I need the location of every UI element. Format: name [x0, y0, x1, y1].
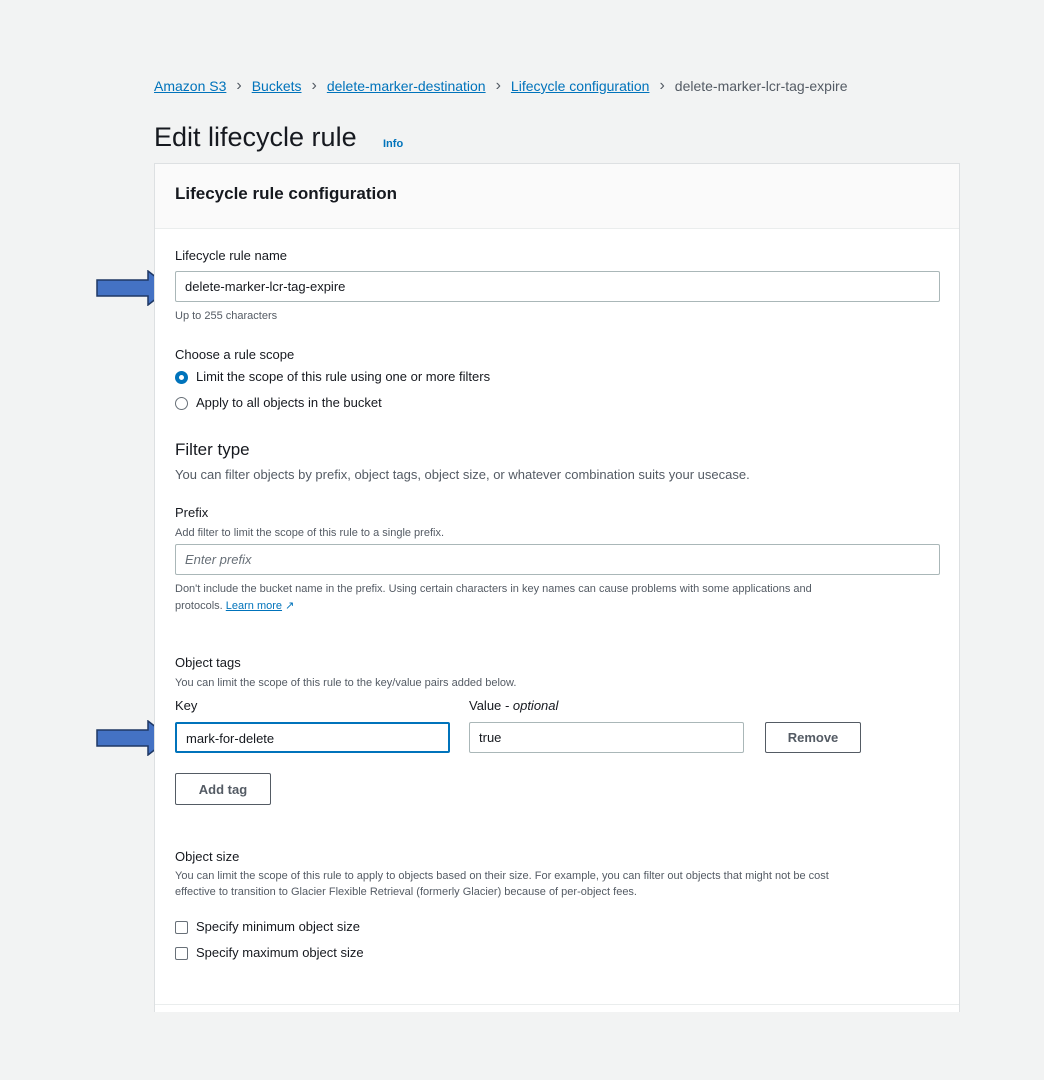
breadcrumb-lifecycle[interactable]: Lifecycle configuration [510, 78, 650, 94]
page-title: Edit lifecycle rule [154, 122, 357, 152]
breadcrumb-amazon-s3[interactable]: Amazon S3 [154, 78, 227, 94]
chevron-right-icon: › [236, 77, 242, 94]
add-tag-button[interactable]: Add tag [175, 773, 271, 805]
prefix-note: Don't include the bucket name in the prefix. Using certain characters in key names can cause problems with some applications and [175, 583, 812, 595]
prefix-note-text: protocols. [175, 600, 223, 612]
object-size-description: You can limit the scope of this rule to apply to objects based on their size. For example, you can filter out objects that might not be cost [175, 870, 829, 882]
remove-tag-button[interactable]: Remove [765, 722, 861, 753]
value-label [469, 698, 558, 713]
object-size-label: Object size [175, 849, 240, 864]
tag-value-input[interactable]: true [469, 722, 744, 753]
scope-option-filters[interactable] [175, 369, 490, 384]
min-size-option[interactable] [175, 919, 360, 934]
scope-label: Choose a rule scope [175, 347, 295, 362]
lifecycle-config-card [154, 163, 960, 1012]
chevron-right-icon: › [495, 77, 501, 94]
prefix-description: Add filter to limit the scope of this rule to a single prefix. [175, 527, 445, 539]
object-size-description-2: effective to transition to Glacier Flexible Retrieval (formerly Glacier) because of per-object fees. [175, 886, 637, 898]
optional-text: - optional [504, 698, 559, 713]
divider [155, 1004, 959, 1005]
external-link-icon: ↗ [285, 600, 295, 612]
key-label: Key [175, 698, 198, 713]
radio-unselected[interactable] [175, 397, 188, 410]
object-tags-label: Object tags [175, 655, 241, 670]
rule-name-hint: Up to 255 characters [175, 310, 278, 322]
max-size-option[interactable] [175, 945, 364, 960]
value-label-text: Value [469, 698, 502, 713]
option-label: Limit the scope of this rule using one or more filters [196, 369, 491, 384]
prefix-input[interactable]: Enter prefix [175, 544, 940, 575]
tag-key-input[interactable]: mark-for-delete [175, 722, 450, 753]
radio-selected[interactable] [175, 371, 188, 384]
card-title: Lifecycle rule configuration [155, 164, 959, 229]
breadcrumb-current: delete-marker-lcr-tag-expire [674, 78, 848, 94]
rule-name-input[interactable]: delete-marker-lcr-tag-expire [175, 271, 940, 302]
prefix-label: Prefix [175, 505, 209, 520]
rule-name-label: Lifecycle rule name [175, 248, 287, 263]
breadcrumb [154, 77, 848, 95]
chevron-right-icon: › [659, 77, 665, 94]
breadcrumb-buckets[interactable]: Buckets [251, 78, 302, 94]
filter-type-description: You can filter objects by prefix, object tags, object size, or whatever combination suits your usecase. [175, 467, 750, 482]
max-size-checkbox[interactable] [175, 947, 188, 960]
max-size-label: Specify maximum object size [196, 945, 364, 960]
object-tags-description: You can limit the scope of this rule to the key/value pairs added below. [175, 677, 517, 689]
chevron-right-icon: › [311, 77, 317, 94]
filter-type-title: Filter type [175, 440, 250, 459]
info-link[interactable]: Info [383, 138, 404, 150]
breadcrumb-bucket[interactable]: delete-marker-destination [326, 78, 486, 94]
min-size-checkbox[interactable] [175, 921, 188, 934]
min-size-label: Specify minimum object size [196, 919, 360, 934]
learn-more-link[interactable]: Learn more [225, 600, 283, 612]
prefix-note-2 [175, 599, 294, 612]
option-label: Apply to all objects in the bucket [196, 395, 382, 410]
scope-option-all[interactable] [175, 395, 382, 410]
